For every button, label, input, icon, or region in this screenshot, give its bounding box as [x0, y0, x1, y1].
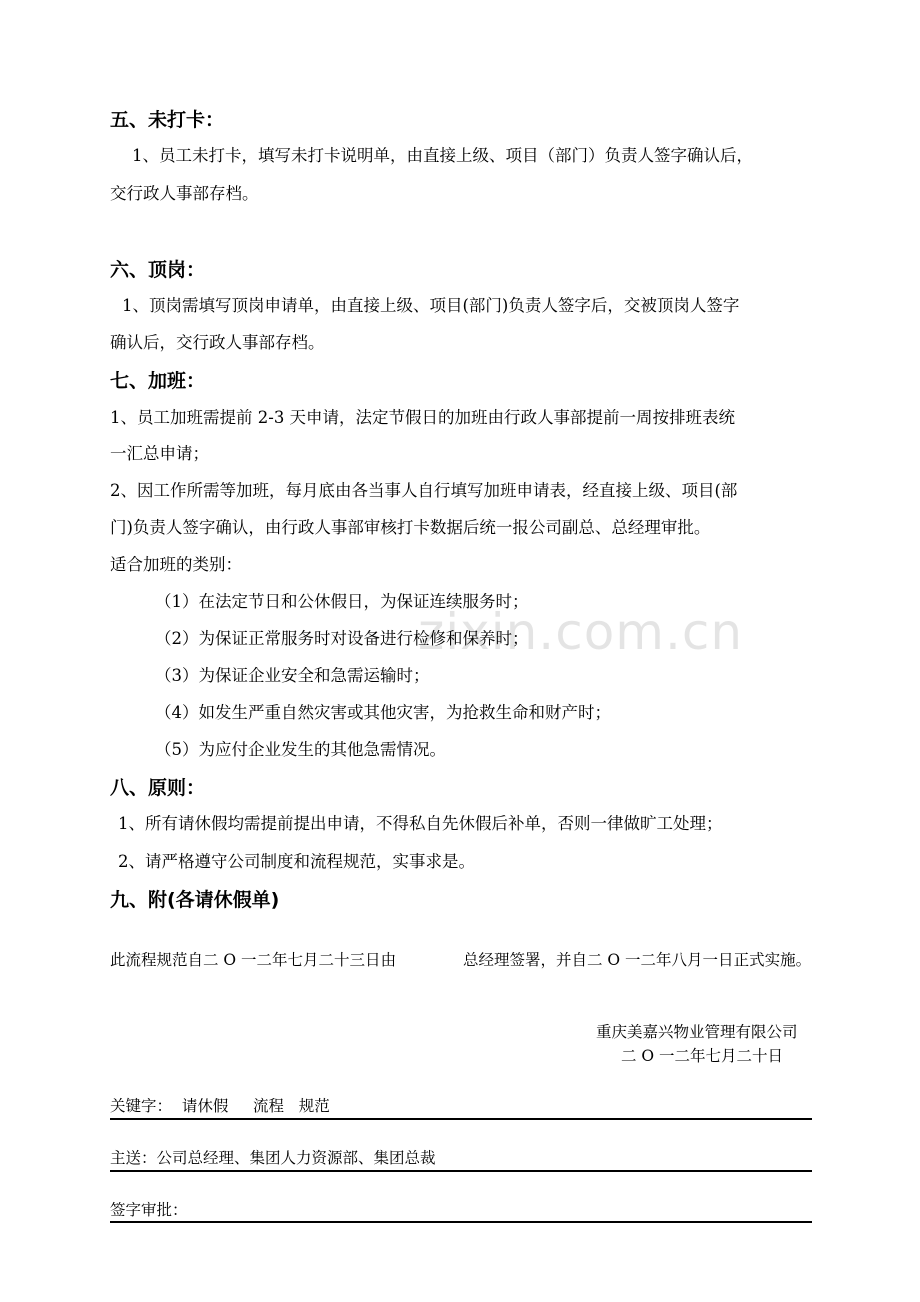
- section-6-heading: 六、顶岗：: [110, 259, 206, 281]
- section-5-heading: 五、未打卡：: [110, 109, 225, 131]
- company-name: 重庆美嘉兴物业管理有限公司: [596, 1023, 798, 1041]
- section-8-line-1: 1、所有请休假均需提前提出申请，不得私自先休假后补单，否则一律做旷工处理；: [118, 814, 723, 833]
- section-5-line-1: 1、员工未打卡，填写未打卡说明单，由直接上级、项目（部门）负责人签字确认后，: [132, 146, 753, 165]
- section-6-line-1: 1、顶岗需填写顶岗申请单，由直接上级、项目(部门)负责人签字后，交被顶岗人签字: [122, 296, 740, 315]
- section-7-heading: 七、加班：: [110, 370, 206, 392]
- divider-rule: [110, 1221, 812, 1223]
- section-7-line-3: 2、因工作所需等加班，每月底由各当事人自行填写加班申请表，经直接上级、项目(部: [110, 481, 738, 500]
- effective-date-part-2: 总经理签署，并自二 O 一二年八月一日正式实施。: [463, 951, 812, 969]
- section-7-line-4: 门)负责人签字确认，由行政人事部审核打卡数据后统一报公司副总、总经理审批。: [110, 518, 711, 537]
- section-7-line-5: 适合加班的类别：: [110, 555, 242, 574]
- keywords-line: 关键字： 请休假 流程 规范: [110, 1097, 330, 1115]
- watermark: zixin.com.cn: [418, 603, 744, 661]
- section-8-heading: 八、原则：: [110, 777, 206, 799]
- section-8-line-2: 2、请严格遵守公司制度和流程规范，实事求是。: [118, 852, 475, 871]
- overtime-category-4: （4）如发生严重自然灾害或其他灾害，为抢救生命和财产时；: [155, 703, 611, 722]
- section-5-line-2: 交行政人事部存档。: [110, 184, 259, 203]
- divider-rule: [110, 1170, 812, 1172]
- effective-date-part-1: 此流程规范自二 O 一二年七月二十三日由: [110, 951, 397, 969]
- section-7-line-2: 一汇总申请；: [110, 444, 209, 463]
- signature-date: 二 O 一二年七月二十日: [621, 1047, 784, 1065]
- overtime-category-5: （5）为应付企业发生的其他急需情况。: [155, 740, 446, 759]
- section-6-line-2: 确认后，交行政人事部存档。: [110, 333, 325, 352]
- recipients-line: 主送：公司总经理、集团人力资源部、集团总裁: [110, 1149, 436, 1167]
- divider-rule: [110, 1118, 812, 1120]
- overtime-category-1: （1）在法定节日和公休假日，为保证连续服务时；: [155, 592, 529, 611]
- overtime-category-2: （2）为保证正常服务时对设备进行检修和保养时；: [155, 629, 529, 648]
- overtime-category-3: （3）为保证企业安全和急需运输时；: [155, 666, 430, 685]
- approval-line: 签字审批：: [110, 1201, 188, 1219]
- section-9-heading: 九、附(各请休假单): [110, 889, 280, 911]
- section-7-line-1: 1、员工加班需提前 2-3 天申请，法定节假日的加班由行政人事部提前一周按排班表统: [110, 408, 736, 427]
